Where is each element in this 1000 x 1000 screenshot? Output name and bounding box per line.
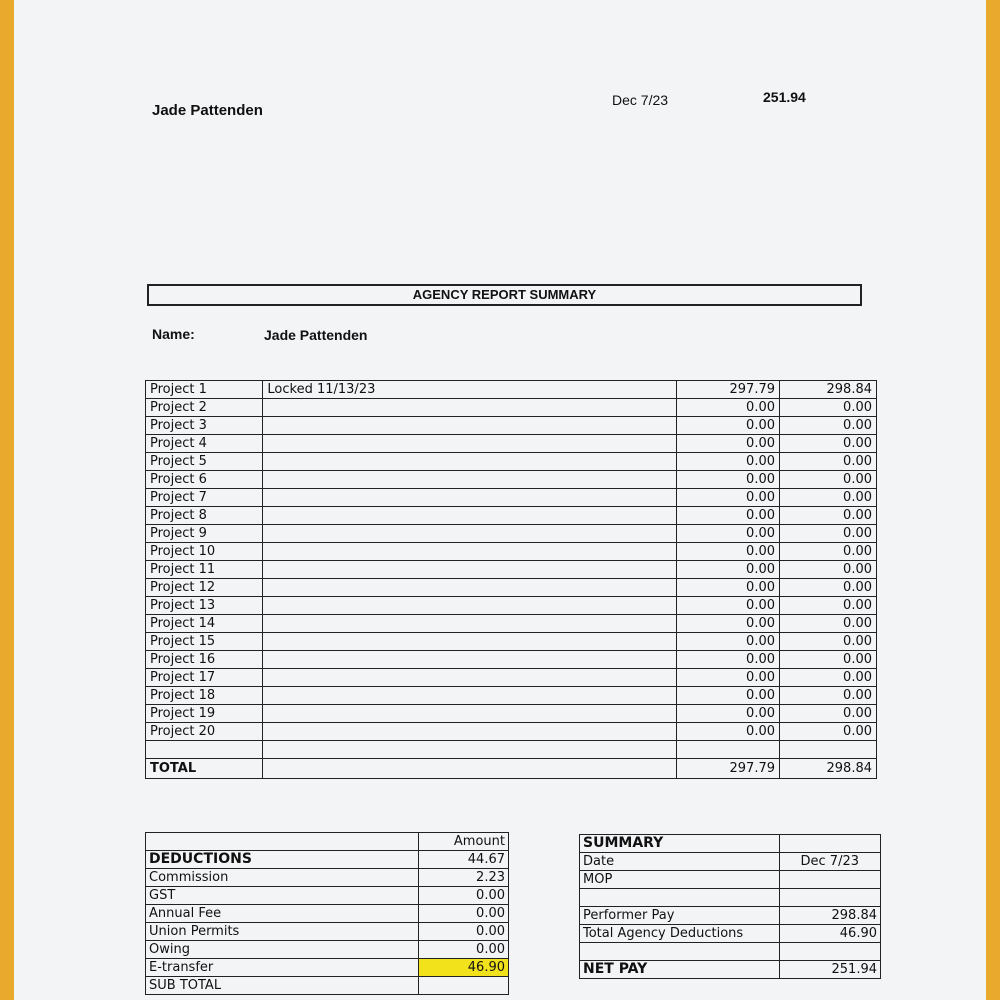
date-label: Date (580, 853, 780, 871)
project-value-2: 0.00 (780, 615, 877, 633)
project-value-2: 0.00 (780, 543, 877, 561)
deduction-row (146, 923, 509, 941)
project-note (263, 705, 676, 723)
table-row (146, 381, 877, 399)
project-value-2: 0.00 (780, 705, 877, 723)
project-value-1: 0.00 (676, 525, 779, 543)
commission-value: 44.67 (418, 851, 508, 869)
project-value-1: 0.00 (676, 471, 779, 489)
project-value-2: 0.00 (780, 525, 877, 543)
owing-value: 0.00 (418, 923, 508, 941)
total-label: TOTAL (146, 759, 263, 779)
subtotal-value: 46.90 (418, 959, 508, 977)
summary-row (580, 871, 881, 889)
subtotal-label: SUB TOTAL (146, 977, 419, 995)
project-name: Project 11 (146, 561, 263, 579)
deduction-label: Commission (146, 869, 419, 887)
project-value-2: 0.00 (780, 579, 877, 597)
project-name: Project 1 (146, 381, 263, 399)
project-note (263, 561, 676, 579)
project-note (263, 597, 676, 615)
project-value-1: 0.00 (676, 723, 779, 741)
deduction-label: Annual Fee (146, 905, 419, 923)
etransfer-value: 0.00 (418, 941, 508, 959)
project-name: Project 16 (146, 651, 263, 669)
project-name: Project 9 (146, 525, 263, 543)
project-name: Project 4 (146, 435, 263, 453)
project-value-2: 0.00 (780, 399, 877, 417)
summary-row (580, 889, 881, 907)
project-value-2: 0.00 (780, 489, 877, 507)
table-row (146, 579, 877, 597)
project-name: Project 15 (146, 633, 263, 651)
project-name: Project 17 (146, 669, 263, 687)
project-name: Project 7 (146, 489, 263, 507)
table-row (146, 543, 877, 561)
project-value-1: 297.79 (676, 381, 779, 399)
net-pay-row (580, 961, 881, 979)
summary-row (580, 853, 881, 871)
project-value-2: 0.00 (780, 435, 877, 453)
gst-value: 2.23 (418, 869, 508, 887)
report-title: AGENCY REPORT SUMMARY (412, 287, 597, 302)
project-value-1: 0.00 (676, 669, 779, 687)
total-deductions-value: 46.90 (779, 925, 880, 943)
date-value: Dec 7/23 (779, 853, 880, 871)
project-note (263, 453, 676, 471)
header-amount: 251.94 (763, 89, 806, 105)
project-note (263, 417, 676, 435)
deduction-row (146, 959, 509, 977)
project-name: Project 2 (146, 399, 263, 417)
project-note (263, 651, 676, 669)
project-name: Project 10 (146, 543, 263, 561)
project-name: Project 6 (146, 471, 263, 489)
project-value-1: 0.00 (676, 543, 779, 561)
project-name: Project 20 (146, 723, 263, 741)
mop-label: MOP (580, 871, 780, 889)
project-value-2: 0.00 (780, 507, 877, 525)
summary-header-row (580, 835, 881, 853)
project-name: Project 3 (146, 417, 263, 435)
project-value-1: 0.00 (676, 705, 779, 723)
project-value-2: 0.00 (780, 453, 877, 471)
net-pay-label: NET PAY (580, 961, 780, 979)
mop-value (779, 871, 880, 889)
union-permits-value: 0.00 (418, 905, 508, 923)
project-value-1: 0.00 (676, 597, 779, 615)
table-row (146, 669, 877, 687)
project-value-1: 0.00 (676, 507, 779, 525)
table-row (146, 687, 877, 705)
project-value-1: 0.00 (676, 651, 779, 669)
project-value-2: 0.00 (780, 417, 877, 435)
deduction-label: GST (146, 887, 419, 905)
project-value-1: 0.00 (676, 687, 779, 705)
project-value-1: 0.00 (676, 417, 779, 435)
project-value-1: 0.00 (676, 615, 779, 633)
table-row (146, 705, 877, 723)
projects-table (145, 380, 877, 779)
project-value-1: 0.00 (676, 561, 779, 579)
table-row (146, 489, 877, 507)
subtotal-row (146, 977, 509, 995)
table-row (146, 399, 877, 417)
project-name: Project 8 (146, 507, 263, 525)
total-value-2: 298.84 (780, 759, 877, 779)
project-note (263, 633, 676, 651)
table-row (146, 435, 877, 453)
performer-pay-label: Performer Pay (580, 907, 780, 925)
deduction-label: E-transfer (146, 959, 419, 977)
summary-row (580, 907, 881, 925)
project-value-1: 0.00 (676, 453, 779, 471)
table-row (146, 615, 877, 633)
annual-fee-value: 0.00 (418, 887, 508, 905)
amount-header: Amount (418, 833, 508, 851)
project-name: Project 13 (146, 597, 263, 615)
project-value-1: 0.00 (676, 435, 779, 453)
deductions-header-row (146, 833, 509, 851)
project-value-1: 0.00 (676, 633, 779, 651)
table-row-total (146, 759, 877, 779)
project-value-2: 0.00 (780, 633, 877, 651)
net-pay-value: 251.94 (779, 961, 880, 979)
project-note: Locked 11/13/23 (263, 381, 676, 399)
name-label: Name: (152, 326, 195, 342)
project-value-2: 0.00 (780, 669, 877, 687)
total-value-1: 297.79 (676, 759, 779, 779)
project-note (263, 489, 676, 507)
table-row (146, 453, 877, 471)
project-note (263, 543, 676, 561)
project-note (263, 525, 676, 543)
deduction-row (146, 869, 509, 887)
project-value-1: 0.00 (676, 579, 779, 597)
project-note (263, 399, 676, 417)
deductions-header: DEDUCTIONS (146, 851, 419, 869)
project-value-2: 0.00 (780, 561, 877, 579)
table-row (146, 417, 877, 435)
table-row (146, 651, 877, 669)
table-row (146, 525, 877, 543)
deduction-label: Owing (146, 941, 419, 959)
project-name: Project 5 (146, 453, 263, 471)
header-date: Dec 7/23 (612, 92, 669, 108)
project-note (263, 669, 676, 687)
total-deductions-label: Total Agency Deductions (580, 925, 780, 943)
table-row-blank (146, 741, 877, 759)
deduction-row (146, 905, 509, 923)
table-row (146, 723, 877, 741)
project-name: Project 18 (146, 687, 263, 705)
deduction-row (146, 941, 509, 959)
summary-table (579, 834, 881, 979)
table-row (146, 507, 877, 525)
deduction-row (146, 887, 509, 905)
name-value: Jade Pattenden (264, 327, 368, 343)
project-name: Project 12 (146, 579, 263, 597)
project-note (263, 615, 676, 633)
deductions-title-row (146, 851, 509, 869)
project-note (263, 687, 676, 705)
table-row (146, 597, 877, 615)
summary-row (580, 925, 881, 943)
project-note (263, 507, 676, 525)
project-name: Project 14 (146, 615, 263, 633)
project-note (263, 435, 676, 453)
project-value-2: 298.84 (780, 381, 877, 399)
deductions-table (145, 832, 509, 995)
project-name: Project 19 (146, 705, 263, 723)
project-value-2: 0.00 (780, 597, 877, 615)
project-value-2: 0.00 (780, 651, 877, 669)
performer-pay-value: 298.84 (779, 907, 880, 925)
table-row (146, 633, 877, 651)
project-note (263, 471, 676, 489)
deduction-label: Union Permits (146, 923, 419, 941)
summary-row (580, 943, 881, 961)
summary-header: SUMMARY (580, 835, 780, 853)
header-name: Jade Pattenden (152, 102, 263, 119)
report-title-box (147, 284, 862, 306)
project-value-2: 0.00 (780, 723, 877, 741)
project-value-1: 0.00 (676, 489, 779, 507)
project-value-1: 0.00 (676, 399, 779, 417)
project-value-2: 0.00 (780, 687, 877, 705)
table-row (146, 471, 877, 489)
project-value-2: 0.00 (780, 471, 877, 489)
project-note (263, 579, 676, 597)
project-note (263, 723, 676, 741)
table-row (146, 561, 877, 579)
